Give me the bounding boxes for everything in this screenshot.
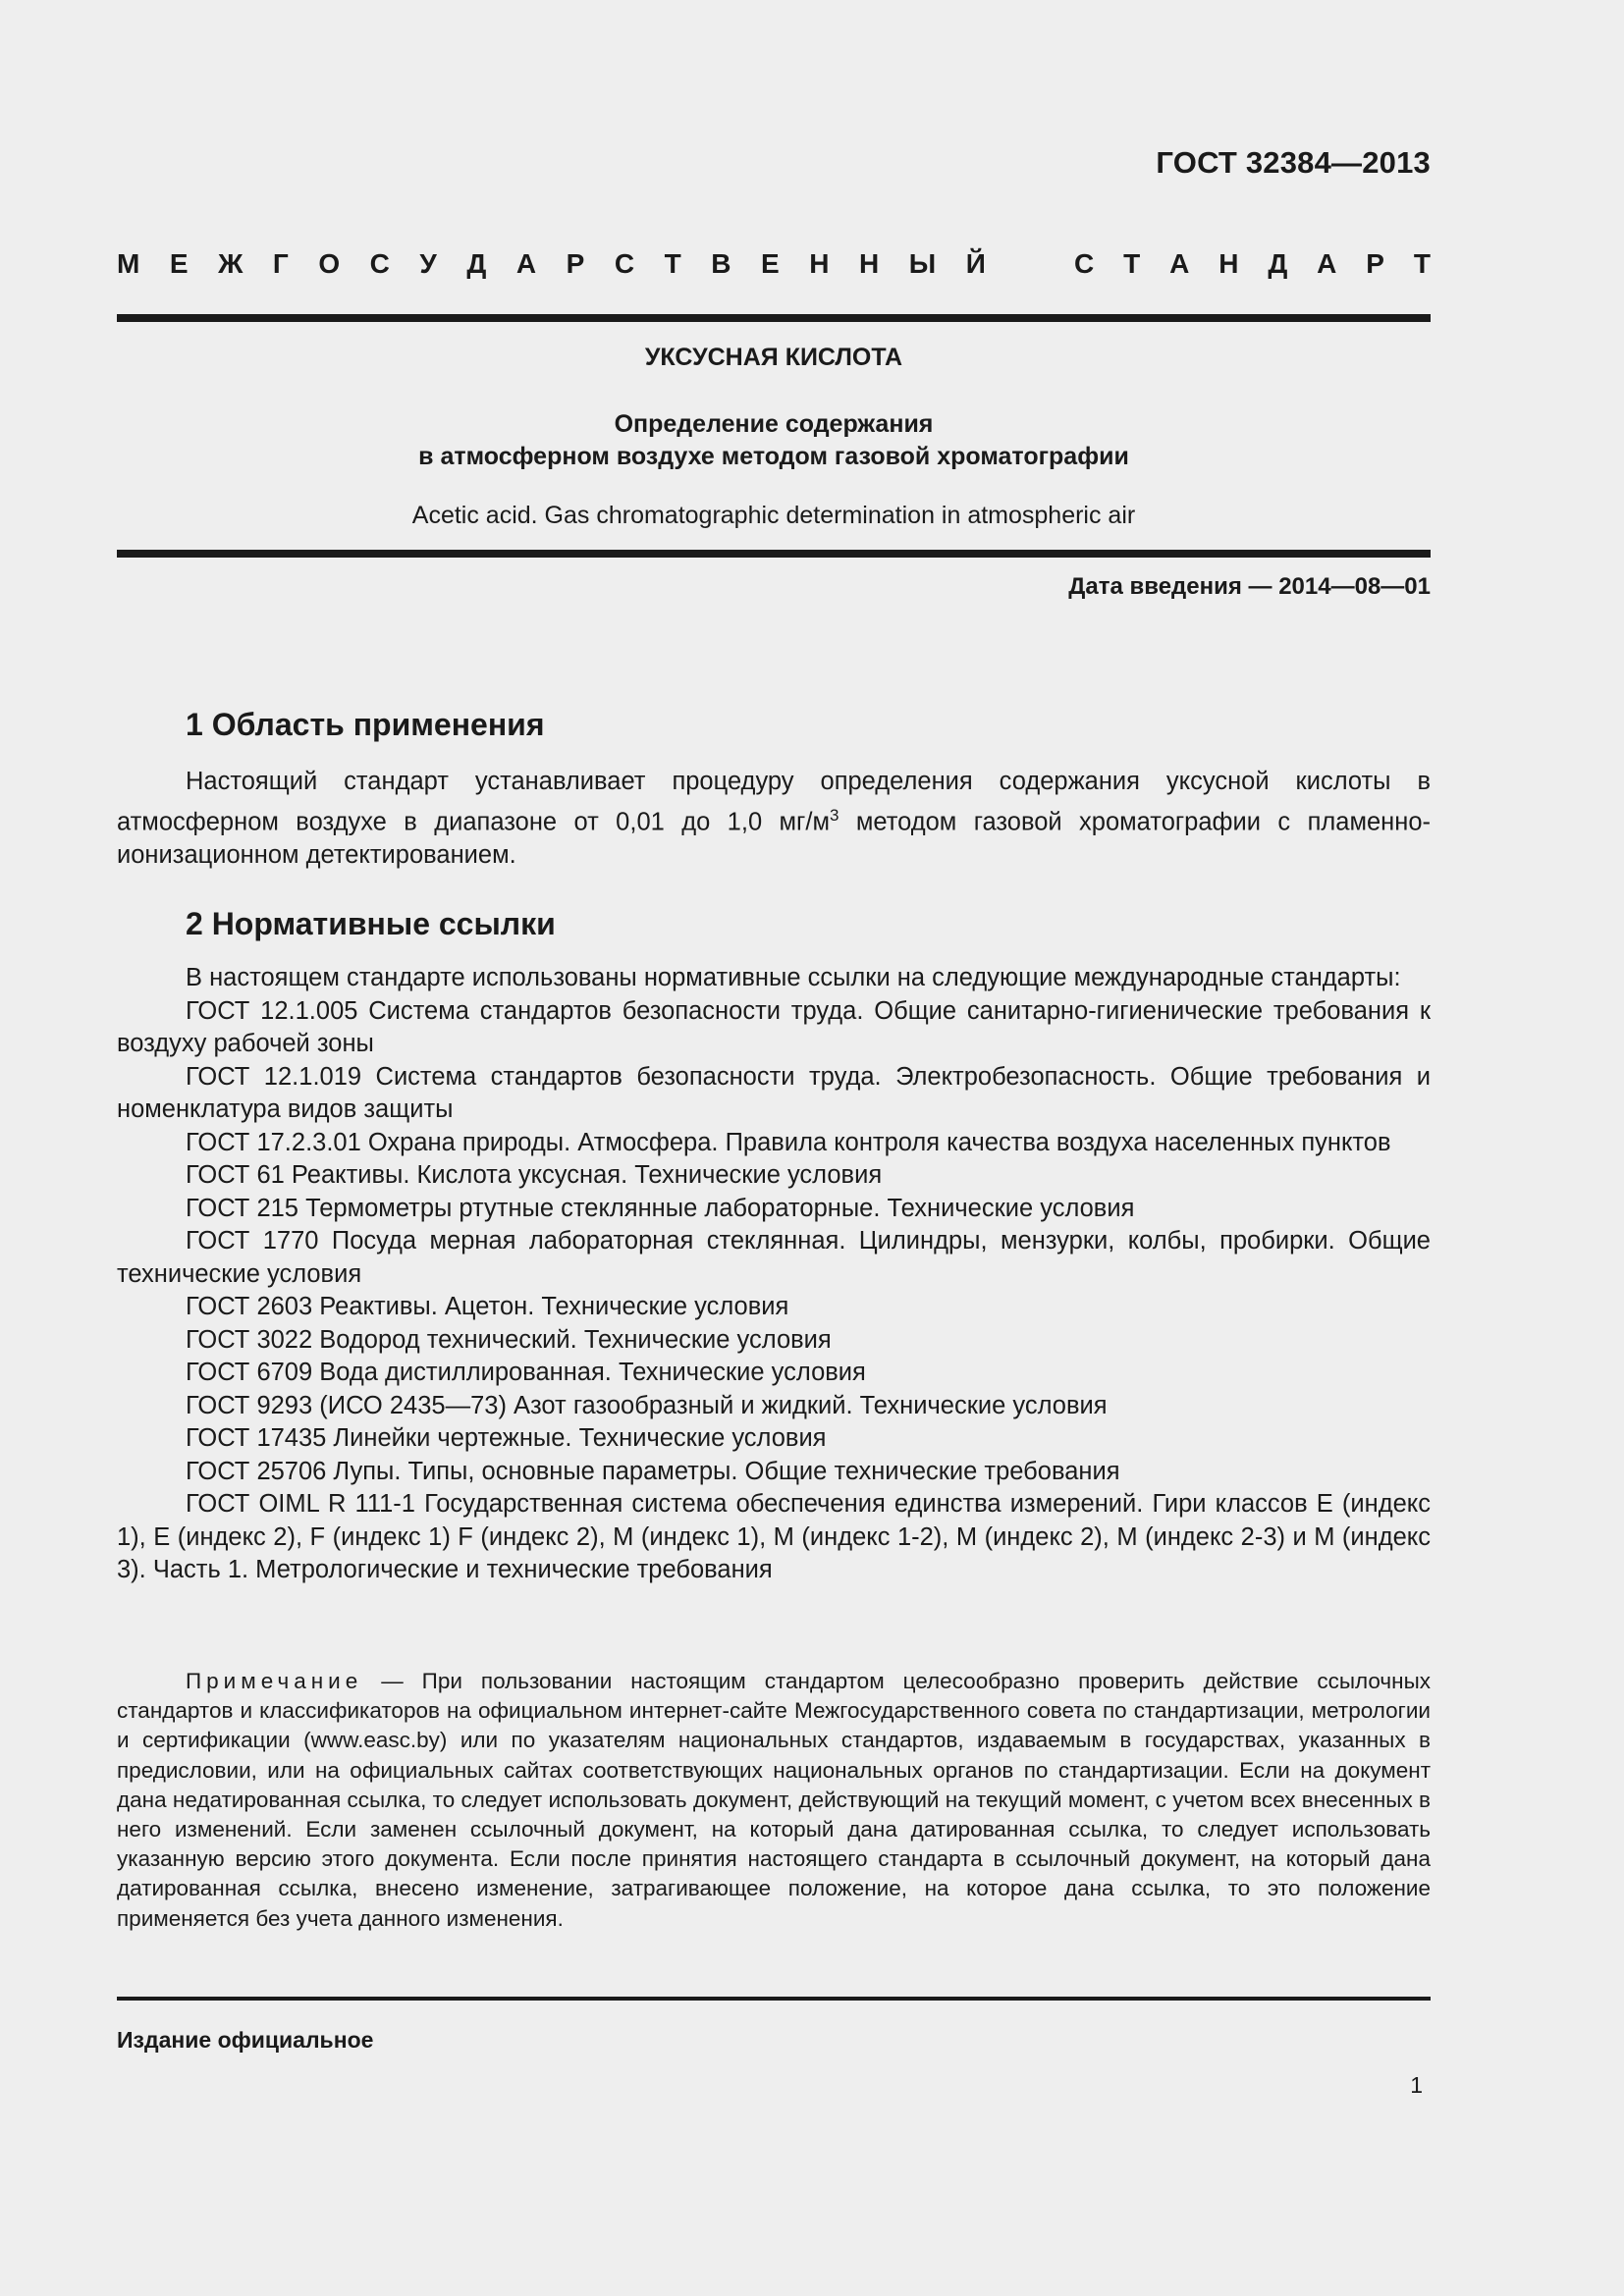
reference-item: ГОСТ OIML R 111-1 Государственная система обеспечения единства измерений. Гири классов E (индекс 1), E (индекс 2), F (индекс 1) F (индекс 2), M (индекс 1), M (индекс 1-2), M (индекс 2), M (индекс 2-3) и M (индекс 3). Часть 1. Метрологические и технические требования (117, 1490, 1431, 1583)
reference-item: ГОСТ 17435 Линейки чертежные. Технические условия (186, 1424, 827, 1452)
scope-paragraph: Настоящий стандарт устанавливает процедуру определения содержания уксусной кислоты в атмосферном воздухе в диапазоне от 0,01 до 1,0 $мг/м^3$ методом газовой хроматографии с пламенно-ионизационном детектированием. (117, 768, 1431, 869)
note-label: Примечание (186, 1669, 363, 1693)
document-title: УКСУСНАЯ КИСЛОТА (644, 344, 903, 371)
document-subtitle (117, 408, 1431, 473)
reference-item: ГОСТ 1770 Посуда мерная лабораторная стеклянная. Цилиндры, мензурки, колбы, пробирки. Общие технические условия (117, 1227, 1431, 1288)
reference-item: ГОСТ 6709 Вода дистиллированная. Технические условия (186, 1359, 866, 1386)
document-number: ГОСТ 32384—2013 (1156, 145, 1431, 180)
section-1-body (117, 766, 1431, 872)
reference-item: ГОСТ 12.1.019 Система стандартов безопасности труда. Электробезопасность. Общие требования и номенклатура видов защиты (117, 1062, 1431, 1123)
introduction-date: Дата введения — 2014—08—01 (1068, 573, 1431, 600)
standard-type-word-standard: С Т А Н Д А Р Т (1074, 248, 1431, 279)
references-intro: В настоящем стандарте использованы нормативные ссылки на следующие международные стандарты: (186, 964, 1401, 991)
reference-item: ГОСТ 17.2.3.01 Охрана природы. Атмосфера. Правила контроля качества воздуха населенных пунктов (186, 1128, 1391, 1156)
note-text: — При пользовании настоящим стандартом целесообразно проверить действие ссылочных стандартов и классификаторов на официальном интернет-сайте Межгосударственного совета по стандартизации, метрологии и сертификации (www.easc.by) или по указателям национальных стандартов, издаваемым в государствах, указанных в предисловии, или на официальных сайтах соответствующих национальных органов по стандартизации. Если на документ дана недатированная ссылка, то следует использовать документ, действующий на текущий момент, с учетом всех внесенных в него изменений. Если заменен ссылочный документ, на который дана датированная ссылка, то следует использовать указанную версию этого документа. Если после принятия настоящего стандарта в ссылочный документ, на который дана датированная ссылка, внесено изменение, затрагивающее положение, на которое дана ссылка, то это положение применяется без учета данного изменения. (117, 1669, 1431, 1931)
header-divider (117, 314, 1431, 322)
reference-item: ГОСТ 61 Реактивы. Кислота уксусная. Технические условия (186, 1161, 883, 1189)
note-block (117, 1667, 1431, 1934)
reference-item: ГОСТ 25706 Лупы. Типы, основные параметры. Общие технические требования (186, 1457, 1120, 1485)
subtitle-line-2: в атмосферном воздухе методом газовой хроматографии (418, 443, 1129, 470)
reference-item: ГОСТ 3022 Водород технический. Технические условия (186, 1325, 832, 1354)
official-edition-label: Издание официальное (117, 2027, 374, 2053)
cubic-superscript: 3 (829, 805, 839, 825)
note-paragraph (117, 1667, 1431, 1934)
section-2-body (117, 962, 1431, 1587)
reference-item: ГОСТ 215 Термометры ртутные стеклянные лабораторные. Технические условия (186, 1194, 1135, 1222)
footer-divider (117, 1997, 1431, 2001)
reference-item: ГОСТ 9293 (ИСО 2435—73) Азот газообразный и жидкий. Технические условия (186, 1391, 1108, 1419)
reference-item: ГОСТ 12.1.005 Система стандартов безопасности труда. Общие санитарно-гигиенические требования к воздуху рабочей зоны (117, 996, 1431, 1057)
reference-item: ГОСТ 2603 Реактивы. Ацетон. Технические условия (186, 1293, 789, 1320)
standard-type-word-interstate: М Е Ж Г О С У Д А Р С Т В Е Н Н Ы Й (117, 248, 986, 279)
standard-type-heading (117, 248, 1431, 280)
section-1-heading: 1 Область применения (186, 707, 545, 742)
subtitle-line-1: Определение содержания (614, 410, 934, 438)
title-divider (117, 550, 1431, 558)
section-2-heading: 2 Нормативные ссылки (186, 906, 556, 941)
reference-list (117, 995, 1431, 1587)
english-title: Acetic acid. Gas chromatographic determination in atmospheric air (411, 502, 1136, 529)
page-number: 1 (1410, 2072, 1423, 2098)
